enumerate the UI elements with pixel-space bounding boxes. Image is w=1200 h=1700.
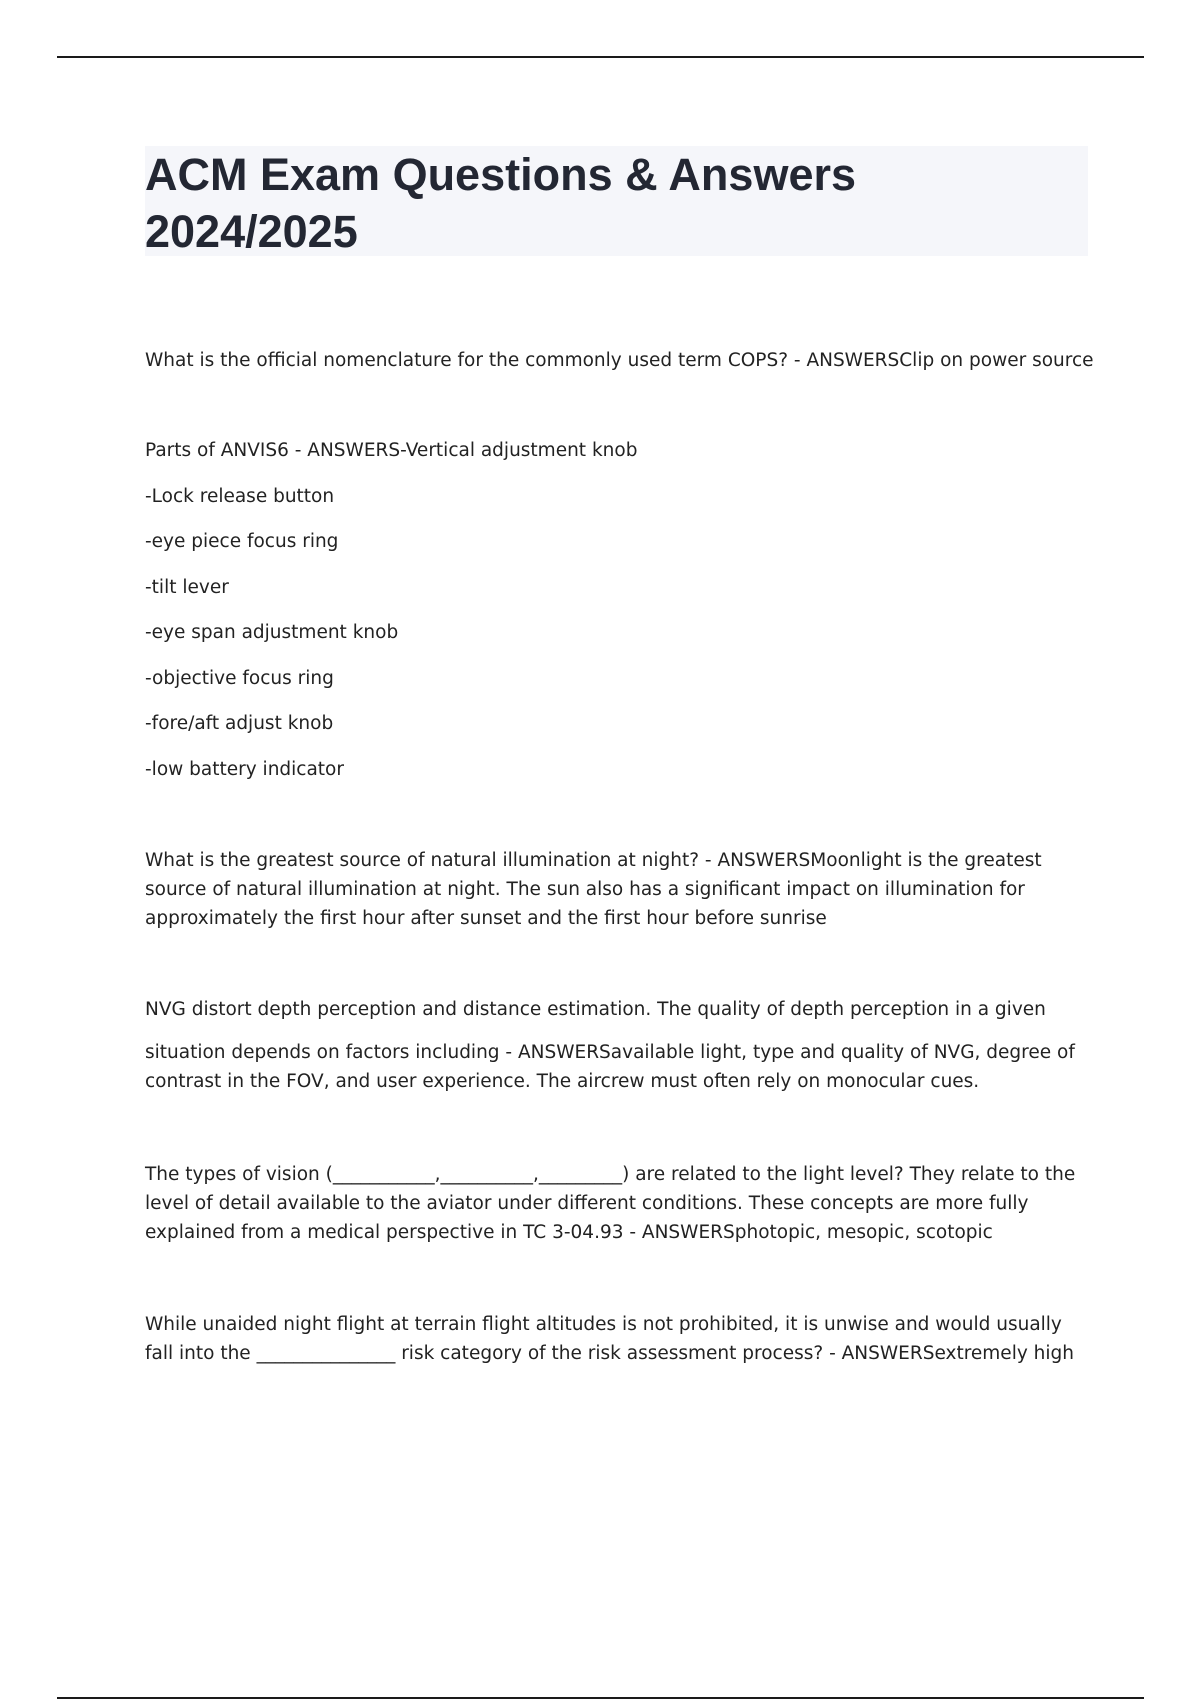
title-block: [145, 146, 1088, 256]
qa-item-2-list-item: -eye piece focus ring: [145, 531, 339, 552]
qa-item-2-text: Parts of ANVIS6 - ANSWERS-Vertical adjustment knob: [145, 440, 638, 461]
qa-item-4-line-1: NVG distort depth perception and distance estimation. The quality of depth perception in a given: [145, 999, 1046, 1020]
qa-item-2-list-item: -fore/aft adjust knob: [145, 713, 334, 734]
qa-item-6: [145, 1310, 1095, 1368]
document-title-line-1: ACM Exam Questions & Answers: [145, 149, 857, 200]
qa-item-2-list-item: -low battery indicator: [145, 758, 344, 780]
footer-rule: [57, 1697, 1144, 1699]
header-rule: [57, 56, 1144, 58]
document-title-line-2: 2024/2025: [145, 206, 358, 257]
qa-item-4: [145, 995, 1095, 1096]
qa-item-2-list-item: -tilt lever: [145, 576, 229, 598]
document-title: [145, 146, 1088, 260]
qa-item-2-list-item: -eye span adjustment knob: [145, 622, 399, 643]
qa-item-1-text: What is the official nomenclature for the commonly used term COPS? - ANSWERSClip on power source: [145, 350, 1094, 371]
qa-item-2: [145, 436, 1095, 800]
qa-item-2-list-item: -objective focus ring: [145, 667, 334, 689]
qa-item-5-text: The types of vision (___________,__________,_________) are related to the light level? They relate to the level of detail available to the aviator under different conditions. These concepts are more fully explained from a medical perspective in TC 3-04.93 - ANSWERSphotopic, mesopic, scotopic: [145, 1164, 1076, 1243]
qa-item-2-list-item: -Lock release button: [145, 485, 335, 507]
qa-item-1: [145, 346, 1095, 375]
qa-item-3: [145, 846, 1095, 933]
qa-item-6-text: While unaided night flight at terrain flight altitudes is not prohibited, it is unwise and would usually fall into the _______________ risk category of the risk assessment process? - ANSWERSextremely high: [145, 1314, 1074, 1364]
qa-item-3-text: What is the greatest source of natural illumination at night? - ANSWERSMoonlight is the greatest source of natural illumination at night. The sun also has a significant impact on illumination for approximately the first hour after sunset and the first hour before sunrise: [145, 850, 1042, 929]
qa-item-4-line-2: situation depends on factors including - ANSWERSavailable light, type and quality of NVG, degree of contrast in the FOV, and user experience. The aircrew must often rely on monocular cues.: [145, 1042, 1075, 1092]
qa-item-5: [145, 1160, 1095, 1247]
